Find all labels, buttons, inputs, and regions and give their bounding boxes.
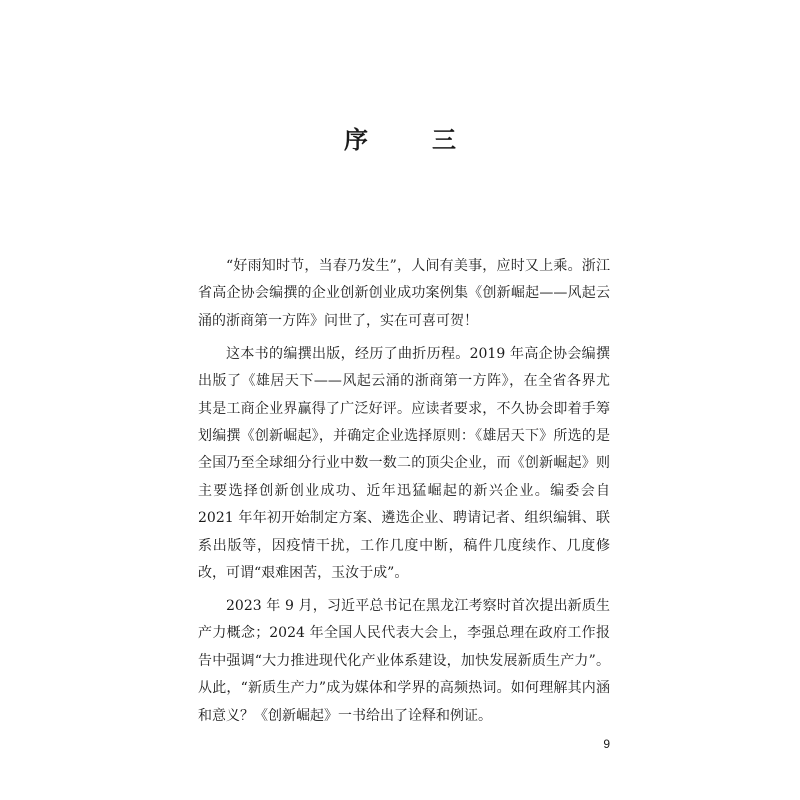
paragraph-3: 2023 年 9 月，习近平总书记在黑龙江考察时首次提出新质生产力概念；2024 年全国人民代表大会上，李强总理在政府工作报告中强调“大力推进现代化产业体系建设，加快发展新质生产力”。从此，“新质生产力”成为媒体和学界的高频热词。如何理解其内涵和意义？《创新崛起》一书给出了诠释和例证。 [198,597,610,724]
page-number: 9 [603,737,610,751]
paragraph-2: 这本书的编撰出版，经历了曲折历程。2019 年高企协会编撰出版了《雄居天下——风起云涌的浙商第一方阵》，在全省各界尤其是工商企业界赢得了广泛好评。应读者要求，不久协会即着手筹划编撰《创新崛起》，并确定企业选择原则：《雄居天下》所选的是全国乃至全球细分行业中数一数二的顶尖企业，而《创新崛起》则主要选择创新创业成功、近年迅猛崛起的新兴企业。编委会自 2021 年年初开始制定方案、遴选企业、聘请记者、组织编辑、联系出版等，因疫情干扰，工作几度中断，稿件几度续作、几度修改，可谓“艰难困苦，玉汝于成”。 [198,345,610,581]
body-text [198,253,610,735]
chapter-title: 序 三 [344,125,476,154]
paragraph-1: “好雨知时节，当春乃发生”，人间有美事，应时又上乘。浙江省高企协会编撰的企业创新创业成功案例集《创新崛起——风起云涌的浙商第一方阵》问世了，实在可喜可贺！ [198,258,610,329]
